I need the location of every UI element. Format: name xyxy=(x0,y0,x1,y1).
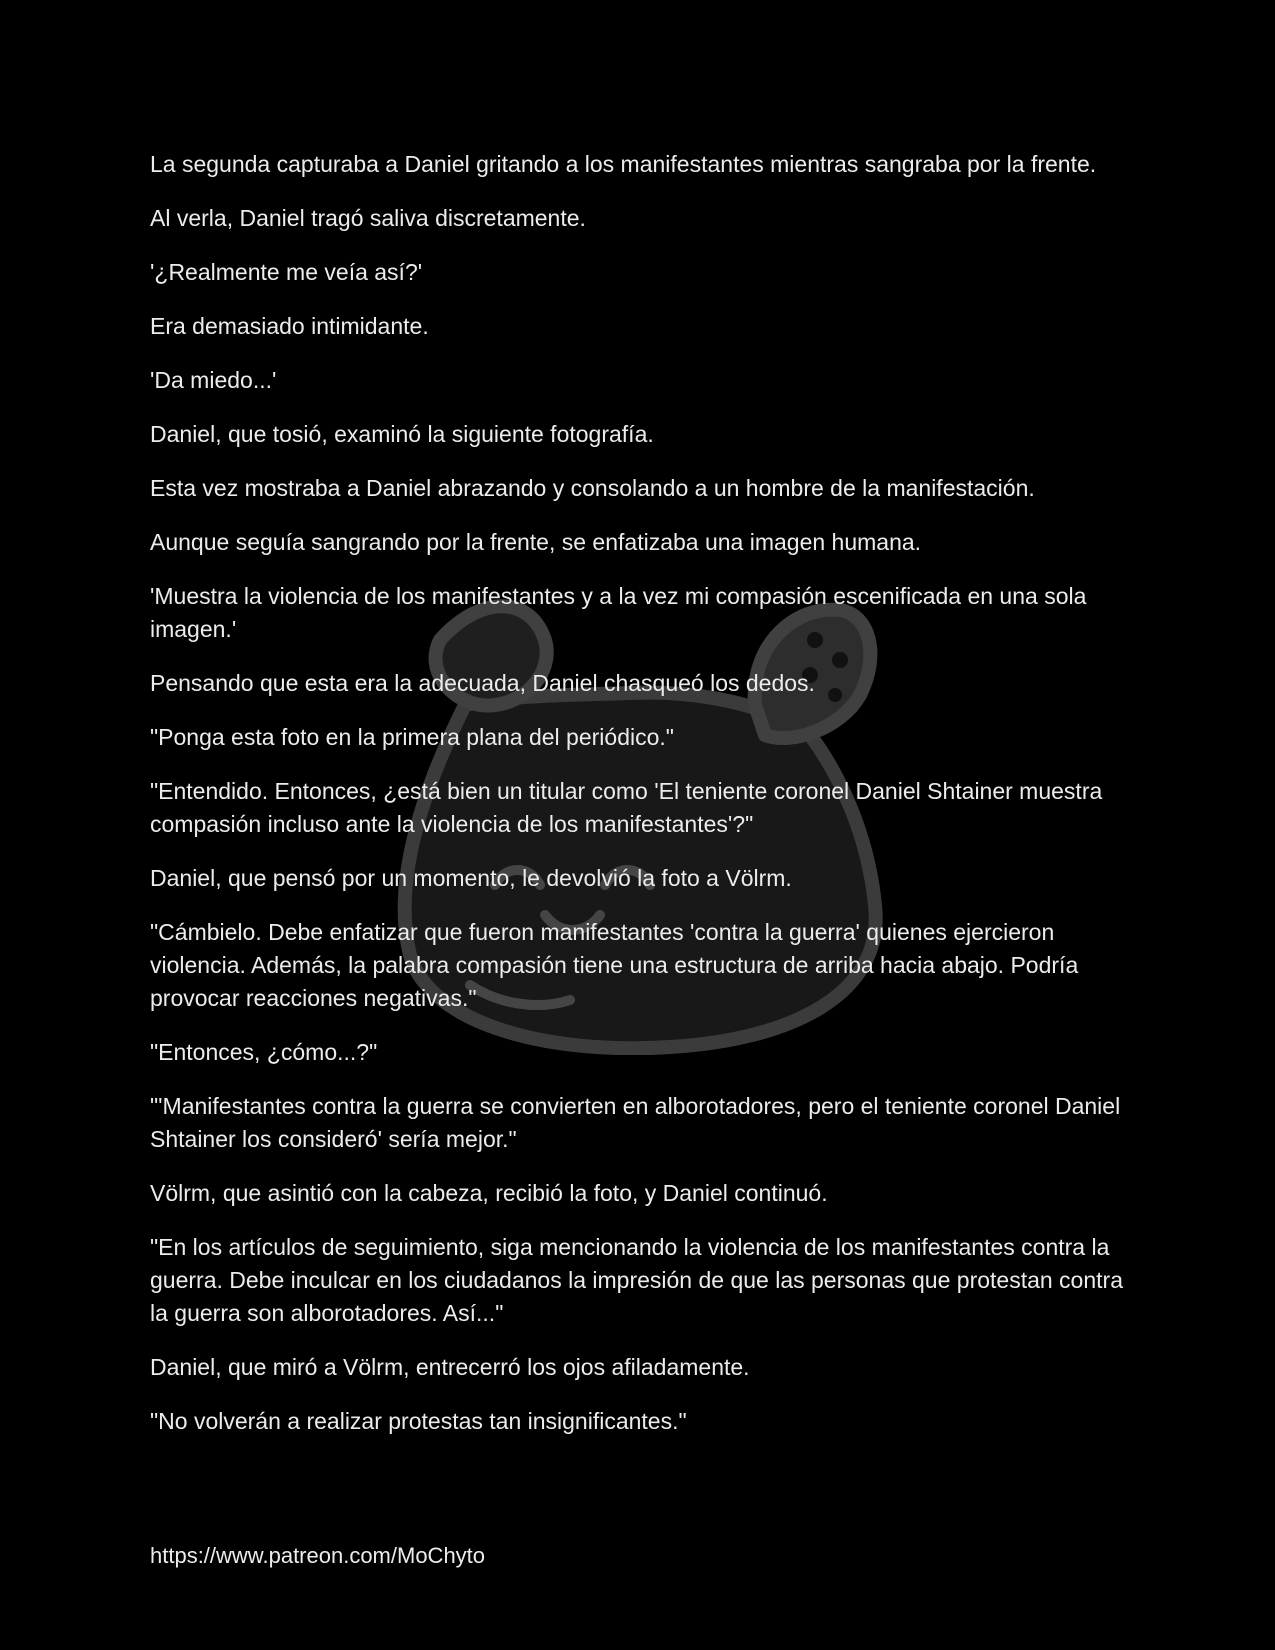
patreon-link[interactable]: https://www.patreon.com/MoChyto xyxy=(150,1543,486,1568)
paragraph: Daniel, que miró a Völrm, entrecerró los ojos afiladamente. xyxy=(150,1354,750,1380)
paragraph: '¿Realmente me veía así?' xyxy=(150,259,423,285)
paragraph: "Entonces, ¿cómo...?" xyxy=(150,1039,378,1065)
paragraph: Esta vez mostraba a Daniel abrazando y consolando a un hombre de la manifestación. xyxy=(150,475,1035,501)
paragraph: Daniel, que tosió, examinó la siguiente fotografía. xyxy=(150,421,654,447)
paragraph: Völrm, que asintió con la cabeza, recibió la foto, y Daniel continuó. xyxy=(150,1180,828,1206)
document-body xyxy=(150,148,1140,1459)
paragraph: "En los artículos de seguimiento, siga mencionando la violencia de los manifestantes contra la guerra. Debe inculcar en los ciudadanos la impresión de que las personas que protestan contra la guerra son alborotadores. Así..." xyxy=(150,1234,1123,1326)
paragraph: "Cámbielo. Debe enfatizar que fueron manifestantes 'contra la guerra' quienes ejercieron violencia. Además, la palabra compasión tiene una estructura de arriba hacia abajo. Podría provocar reacciones negativas." xyxy=(150,919,1079,1011)
paragraph: "Entendido. Entonces, ¿está bien un titular como 'El teniente coronel Daniel Shtainer muestra compasión incluso ante la violencia de los manifestantes'?" xyxy=(150,778,1103,837)
paragraph: Daniel, que pensó por un momento, le devolvió la foto a Völrm. xyxy=(150,865,792,891)
paragraph: Aunque seguía sangrando por la frente, se enfatizaba una imagen humana. xyxy=(150,529,922,555)
paragraph: Al verla, Daniel tragó saliva discretamente. xyxy=(150,205,586,231)
paragraph: 'Muestra la violencia de los manifestantes y a la vez mi compasión escenificada en una sola imagen.' xyxy=(150,583,1087,642)
paragraph: "Ponga esta foto en la primera plana del periódico." xyxy=(150,724,674,750)
paragraph: Pensando que esta era la adecuada, Daniel chasqueó los dedos. xyxy=(150,670,815,696)
paragraph: 'Da miedo...' xyxy=(150,367,277,393)
paragraph: La segunda capturaba a Daniel gritando a los manifestantes mientras sangraba por la frente. xyxy=(150,151,1097,177)
paragraph: Era demasiado intimidante. xyxy=(150,313,429,339)
paragraph: "'Manifestantes contra la guerra se convierten en alborotadores, pero el teniente coronel Daniel Shtainer los consideró' sería mejor." xyxy=(150,1093,1121,1152)
paragraph: "No volverán a realizar protestas tan insignificantes." xyxy=(150,1408,687,1434)
